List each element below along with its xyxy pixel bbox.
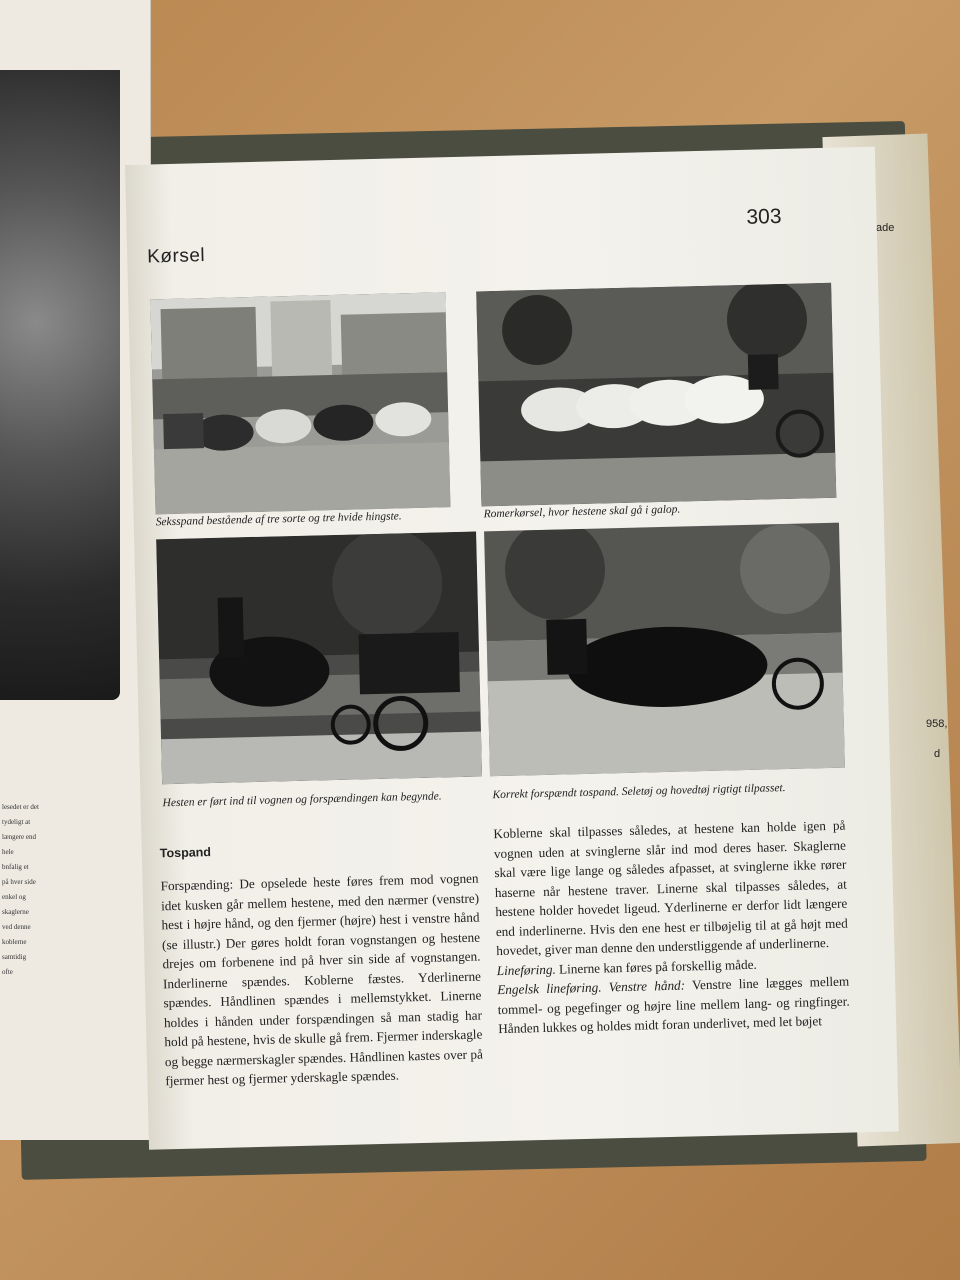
article-text-engelsk: Venstre line lægges mellem tommel- og pegefinger og højre line mellem lang- og ringfinger. Hånden lukkes og holdes midt foran underlivet, med let bøjet — [497, 973, 850, 1037]
cover-edge-fragment-letter: d — [934, 748, 941, 760]
left-page-text-fragments — [2, 800, 46, 1080]
left-page-photo — [0, 70, 120, 700]
left-fragment: samtidig — [2, 953, 27, 961]
cover-edge-fragment-top: ade — [876, 222, 895, 234]
left-fragment: skaglerne — [2, 908, 29, 916]
left-fragment: på hver side — [2, 878, 36, 886]
section-title: Kørsel — [146, 245, 206, 268]
page-number: 303 — [746, 204, 782, 229]
photo-caption: Seksspand bestående af tre sorte og tre hvide hingste. — [155, 510, 402, 529]
article-left-column — [160, 869, 483, 1091]
article-label-forspaending: Forspænding: — [160, 876, 234, 894]
left-fragment: ved denne — [2, 923, 31, 931]
article-label-engelsk: Engelsk lineføring. Venstre hånd: — [497, 977, 686, 998]
cover-edge-fragment-year: 958, — [926, 718, 948, 730]
article-text-koblerne: Koblerne skal tilpasses således, at hestene kan holde igen på vognen uden at svinglerne slår ind mod deres haser. Skaglerne skal være lige lange og således afpasset, at svinglerne ikke rører haserne når hestene traver. Linerne skal tilpasses således, at hestene holder hovedet ligeud. Yderlinerne er derfor lidt længere end inderlinerne. Hvis den ene hest er tilbøjelig til at gå højt med hovedet, giver man denne den understliggende af underlinerne. — [493, 817, 848, 959]
article-subheading: Tospand — [159, 845, 212, 861]
article-text-linefoering: Linerne kan føres på forskellig måde. — [555, 956, 757, 977]
left-fragment: længere end hele — [2, 833, 37, 856]
book-page — [125, 147, 899, 1150]
left-fragment: ofte — [2, 968, 13, 976]
photo-harnessed-pair — [484, 523, 845, 777]
article-text-forspaending: De opselede heste føres frem mod vognen idet kusken går mellem hestene, med den nærmer (venstre) hest i højre hånd, og den fjermer (højre) hest i venstre hånd (se illustr.) Der gøres holdt foran vognstangen og hestene drejes om forbenene ind på hver sin side af vognstangen. Inderlinerne spændes. Koblerne fæstes. Yderlinerne spændes. Håndlinen spændes i mellemstykket. Linerne holdes i hånden under forspændingen så man stadig har hold på hestene, hvis de skulle gå frem. Fjermer inderskagle og begge nærmerskagler spændes. Håndlinen kastes over på fjermer hest og fjermer yderskagle spændes. — [160, 870, 483, 1089]
photo-caption: Korrekt forspændt tospand. Seletøj og hovedtøj rigtigt tilpasset. — [492, 782, 786, 802]
left-fragment: bnfalig et — [2, 863, 29, 871]
left-fragment: enkel og — [2, 893, 26, 901]
photo-six-horse-team — [150, 292, 450, 514]
photo-caption: Romerkørsel, hvor hestene skal gå i galop. — [483, 503, 681, 521]
left-fragment: koblerne — [2, 938, 27, 946]
article-right-column — [493, 816, 850, 1039]
photo-horse-to-carriage — [156, 532, 482, 785]
article-label-linefoering: Lineføring. — [496, 961, 556, 978]
left-fragment: lesedet er det tydeligt at — [2, 803, 39, 826]
photo-roman-gallop — [476, 283, 836, 507]
photo-caption: Hesten er ført ind til vognen og forspændingen kan begynde. — [162, 790, 442, 810]
